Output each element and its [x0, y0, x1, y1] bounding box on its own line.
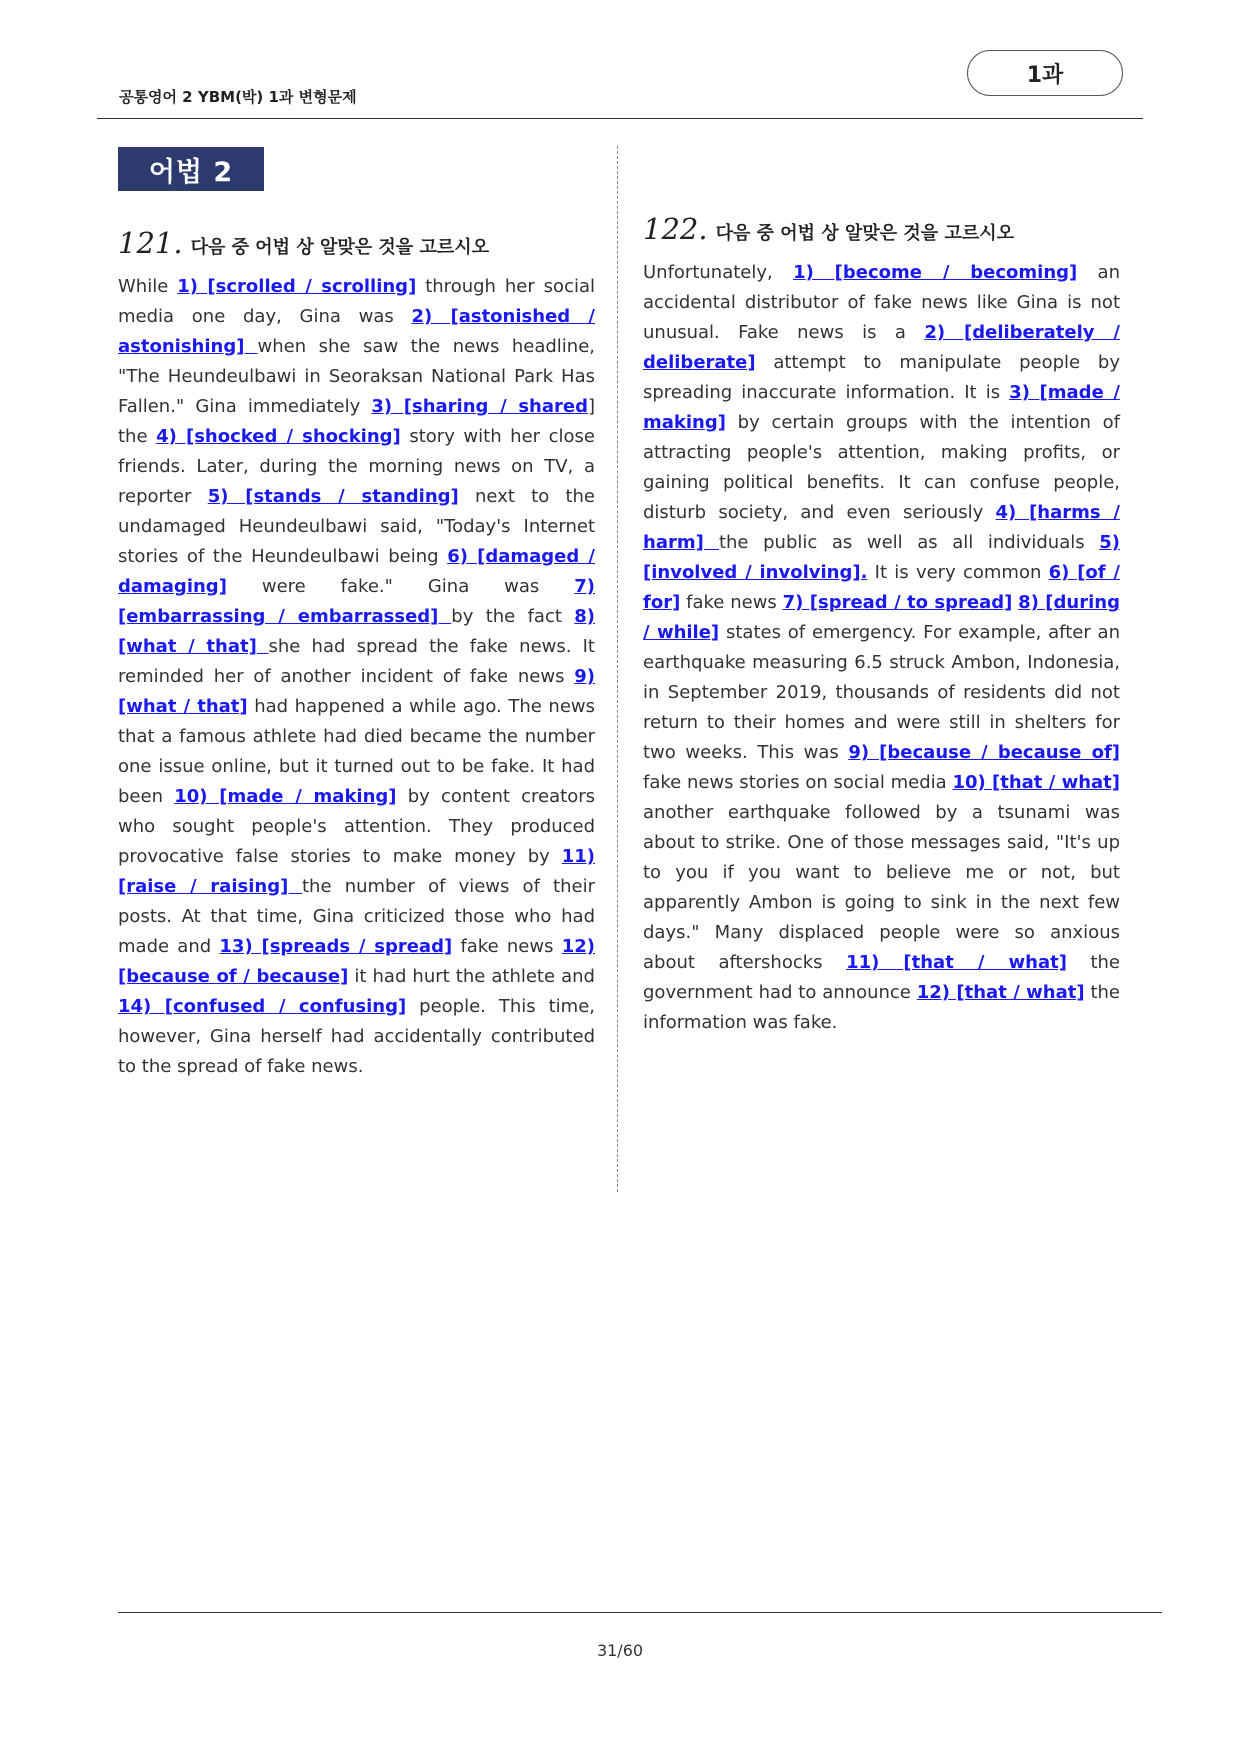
passage-text: states of emergency. For example, after an earthquake measuring 6.5 struck Ambon, Indonesia, in September 2019, thousands of residents did not return to their homes and were still in shelters for two weeks. This was — [643, 622, 1120, 763]
question-number: 121. — [118, 226, 183, 260]
answer-choice: 7) [spread / to spread] — [782, 592, 1013, 613]
passage-text: people. This time, however, Gina herself had accidentally contributed to the spread of fake news. — [118, 996, 595, 1077]
question-122-title — [643, 212, 1014, 246]
question-number: 122. — [643, 212, 708, 246]
answer-choice: 14) [confused / confusing] — [118, 996, 407, 1017]
answer-choice: 12) [because of / because] — [118, 936, 595, 987]
passage-text: the number of views of their posts. At that time, Gina criticized those who had made and — [118, 876, 595, 957]
answer-choice: 3) [sharing / shared — [371, 396, 588, 417]
passage-text: by certain groups with the intention of attracting people's attention, making profits, or gaining political benefits. It can confuse people, disturb society, and even seriously — [643, 412, 1120, 523]
passage-text: next to the undamaged Heundeulbawi said, "Today's Internet stories of the Heundeulbawi being — [118, 486, 596, 567]
answer-choice: 9) [what / that] — [118, 666, 595, 717]
header-divider — [97, 118, 1143, 119]
answer-choice: 3) [made / making] — [643, 382, 1120, 433]
passage-text: the public as well as all individuals — [718, 532, 1100, 553]
question-121-title — [118, 226, 489, 260]
passage-text: It is very common — [867, 562, 1049, 583]
answer-choice: 1) [scrolled / scrolling] — [177, 276, 417, 297]
answer-choice: 12) [that / what] — [916, 982, 1085, 1003]
answer-choice: 8) [during / while] — [643, 592, 1120, 643]
question-122-passage — [643, 258, 1120, 1038]
answer-choice: 10) [that / what] — [952, 772, 1120, 793]
lesson-badge: 1과 — [967, 50, 1123, 96]
passage-text: were fake." Gina was — [226, 576, 575, 597]
passage-text: fake news — [680, 592, 783, 613]
answer-choice: 8) [what / that] — [118, 606, 595, 657]
question-121-passage — [118, 272, 595, 1082]
answer-choice: 5) [stands / standing] — [207, 486, 459, 507]
passage-text: the government had to announce — [643, 952, 1120, 1003]
column-divider — [617, 146, 618, 1192]
passage-text: through her social media one day, Gina was — [118, 276, 595, 327]
answer-choice: 4) [shocked / shocking] — [156, 426, 401, 447]
answer-choice: 10) [made / making] — [174, 786, 397, 807]
passage-text: she had spread the fake news. It reminded her of another incident of fake news — [118, 636, 595, 687]
passage-text: the information was fake. — [643, 982, 1121, 1033]
answer-choice: 6) [of / for] — [643, 562, 1120, 613]
passage-text: by content creators who sought people's attention. They produced provocative false stories to make money by — [118, 786, 595, 867]
answer-choice: 13) [spreads / spread] — [219, 936, 453, 957]
question-instruction: 다음 중 어법 상 알맞은 것을 고르시오 — [715, 223, 1014, 244]
passage-text: fake news stories on social media — [643, 772, 953, 793]
answer-choice: 11) [raise / raising] — [118, 846, 595, 897]
passage-text: attempt to manipulate people by spreading inaccurate information. It is — [643, 352, 1120, 403]
answer-choice: 11) [that / what] — [846, 952, 1067, 973]
answer-choice: 2) [astonished / astonishing] — [118, 306, 595, 357]
section-title: 어법 2 — [118, 147, 264, 191]
answer-choice: 1) [become / becoming] — [793, 262, 1078, 283]
question-instruction: 다음 중 어법 상 알맞은 것을 고르시오 — [190, 237, 489, 258]
answer-choice: 2) [deliberately / deliberate] — [643, 322, 1121, 373]
answer-choice: 5) [involved / involving]. — [643, 532, 1120, 583]
answer-choice: 9) [because / because of] — [848, 742, 1120, 763]
passage-text: another earthquake followed by a tsunami was about to strike. One of those messages said, "It's up to you if you want to believe me or not, but apparently Ambon is going to sink in the next few days." Many displaced people were so anxious about aftershocks — [643, 802, 1120, 973]
answer-choice: 7) [embarrassing / embarrassed] — [118, 576, 595, 627]
page-number: 31/60 — [596, 1641, 644, 1660]
header-title: 공통영어 2 YBM(박) 1과 변형문제 — [119, 88, 357, 106]
answer-choice: 6) [damaged / damaging] — [118, 546, 595, 597]
passage-text: fake news — [452, 936, 562, 957]
passage-text: by the fact — [451, 606, 575, 627]
passage-text: While — [118, 276, 178, 297]
passage-text: ] the — [118, 396, 596, 447]
passage-text: story with her close friends. Later, during the morning news on TV, a reporter — [118, 426, 595, 507]
passage-text: had happened a while ago. The news that a famous athlete had died became the number one issue online, but it turned out to be fake. It had been — [118, 696, 595, 807]
passage-text: Unfortunately, — [643, 262, 794, 283]
footer-divider — [118, 1612, 1162, 1613]
passage-text: an accidental distributor of fake news like Gina is not unusual. Fake news is a — [643, 262, 1120, 343]
passage-text: it had hurt the athlete and — [348, 966, 595, 987]
answer-choice: 4) [harms / harm] — [643, 502, 1120, 553]
passage-text: when she saw the news headline, "The Heundeulbawi in Seoraksan National Park Has Fallen." Gina immediately — [118, 336, 595, 417]
